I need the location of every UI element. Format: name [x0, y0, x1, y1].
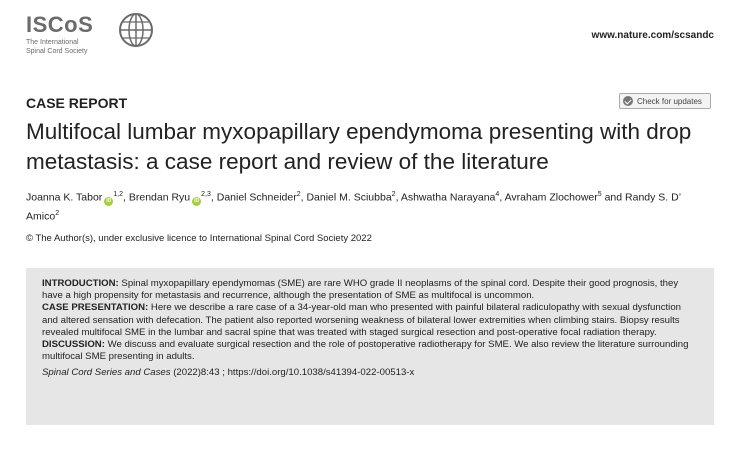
author-separator: , — [395, 191, 401, 204]
author-separator: , — [499, 191, 505, 204]
abstract-introduction — [42, 278, 698, 302]
introduction-text: Spinal myxopapillary ependymomas (SME) are rare WHO grade II neoplasms of the spinal cord. Despite their good prognosis, they have a high propensity for metastasis and recurrence, although the presentation of SME as multifocal is uncommon. — [42, 278, 679, 302]
author-affiliation: 1,2 — [113, 191, 124, 198]
abstract-discussion — [42, 339, 698, 363]
author-name[interactable]: Daniel M. Sciubba — [306, 191, 392, 204]
author-separator: and — [601, 191, 626, 204]
globe-icon — [118, 12, 154, 48]
check-updates-label: Check for updates — [637, 96, 702, 106]
article-title: Multifocal lumbar myxopapillary ependymoma presenting with drop metastasis: a case report and review of the literature — [26, 119, 692, 174]
author-name[interactable]: Brendan Ryu — [128, 191, 191, 204]
author-name[interactable]: Avraham Zlochower — [504, 191, 598, 204]
citation — [42, 367, 698, 379]
author-affiliation: 2 — [55, 209, 60, 217]
abstract-case-presentation — [42, 302, 698, 339]
orcid-icon[interactable]: iD — [194, 197, 200, 204]
author-affiliation: 2,3 — [201, 191, 211, 198]
author-affiliation: 4 — [495, 191, 500, 198]
author-list — [26, 187, 716, 224]
case-presentation-text: Here we describe a rare case of a 34-year-old man who presented with painful bilateral radiculopathy with sexual dysfunction and altered sensation with defecation. The patient also reported worsening weakness of bilateral lower extremities when climbing stairs. Biopsy results revealed multifocal SME in the lumbar and sacral spine that was treated with staged surgical resection and post-operative focal radiation therapy. — [42, 302, 681, 338]
discussion-label: DISCUSSION: — [42, 339, 105, 351]
case-presentation-label: CASE PRESENTATION: — [42, 302, 149, 314]
journal-url-link[interactable]: www.nature.com/scsandc — [591, 30, 714, 41]
abstract-box — [26, 268, 714, 425]
check-updates-icon — [623, 96, 633, 106]
logo-text: ISCoS — [26, 12, 94, 37]
citation-doi-link[interactable]: (2022)8:43 ; https://doi.org/10.1038/s41394-022-00513-x — [170, 367, 415, 379]
discussion-text: We discuss and evaluate surgical resection and the role of postoperative radiotherapy for SME. We also review the literature surrounding multifocal SME presenting in adults. — [42, 339, 689, 363]
iscos-logo — [26, 12, 93, 56]
author-separator: , — [123, 191, 129, 204]
check-for-updates-button[interactable] — [619, 93, 711, 109]
logo-subtitle-2: Spinal Cord Society — [26, 48, 88, 55]
orcid-icon[interactable]: iD — [106, 197, 112, 204]
citation-journal: Spinal Cord Series and Cases — [42, 367, 171, 379]
author-name[interactable]: Daniel Schneider — [216, 191, 297, 204]
author-separator: , — [300, 191, 307, 204]
author-separator: , — [210, 191, 217, 204]
introduction-label: INTRODUCTION: — [42, 278, 119, 289]
author-affiliation: 2 — [391, 191, 396, 198]
article-type-label: CASE REPORT — [26, 95, 128, 111]
author-affiliation: 5 — [597, 191, 602, 198]
logo-subtitle-1: The International — [26, 39, 79, 46]
author-affiliation: 2 — [296, 191, 301, 198]
author-name[interactable]: Joanna K. Tabor — [26, 191, 103, 204]
copyright-notice: © The Author(s), under exclusive licence to International Spinal Cord Society 2022 — [26, 233, 372, 244]
author-name[interactable]: Randy S. D’ Amico — [26, 191, 681, 222]
author-name[interactable]: Ashwatha Narayana — [400, 191, 496, 204]
